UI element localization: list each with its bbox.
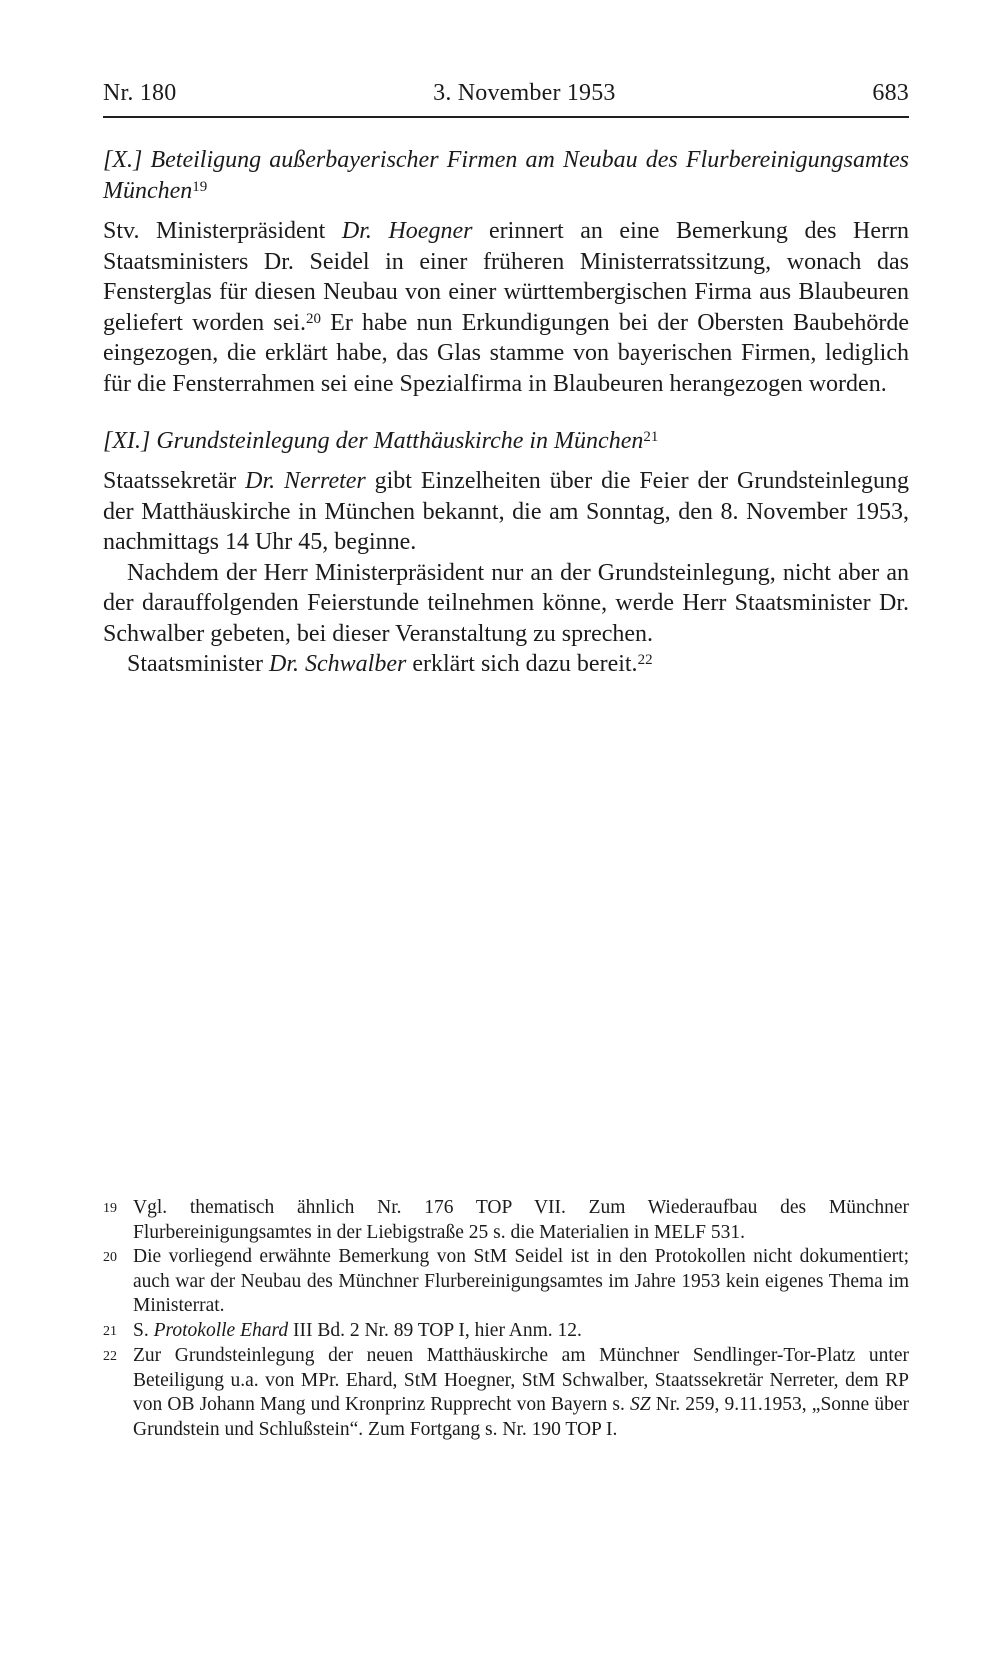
footnote-text <box>133 1196 909 1245</box>
emphasis-text: [X.] Beteiligung außerbayerischer Firmen am Neubau des Flurbereinigungsamtes München <box>103 147 909 204</box>
emphasis-text: SZ <box>630 1394 651 1415</box>
text-run: gibt Einzelheiten über die Feier der Grundsteinlegung der Matthäuskirche in München bekannt, die am Sonntag, den 8. November 1953, nachmittags 14 Uhr 45, beginne. <box>103 468 909 555</box>
footnote-ref: 19 <box>192 179 208 195</box>
footnote <box>103 1319 909 1345</box>
text-run: S. <box>133 1319 154 1341</box>
text-run: Nachdem der Herr Ministerpräsident nur an der Grundsteinlegung, nicht aber an der darauffolgenden Feierstunde teilnehmen könne, werde Herr Staatsminister Dr. Schwalber gebeten, bei dieser Veranstaltung zu sprechen. <box>103 559 909 647</box>
session-date: 3. November 1953 <box>433 80 616 106</box>
footnote-ref: 21 <box>643 429 659 445</box>
emphasis-text: Dr. Hoegner <box>341 218 473 244</box>
page-number: 683 <box>872 80 909 106</box>
text-run: Stv. Ministerpräsident <box>103 218 342 244</box>
footnote-text <box>133 1319 909 1345</box>
text-run: Staatsminister <box>127 651 269 677</box>
text-run: Staatssekretär <box>103 468 246 494</box>
text-run: Er habe nun Erkundigungen bei der Obersten Baubehörde eingezogen, die erklärt habe, das Glas stamme von bayerischen Firmen, lediglich für die Fensterrahmen sei eine Spezialfirma in Blaubeuren herangezogen worden. <box>103 309 909 397</box>
emphasis-text: [XI.] Grundsteinlegung der Matthäuskirche in München <box>103 428 644 454</box>
text-run: erklärt sich dazu bereit. <box>406 651 638 677</box>
footnote-ref: 22 <box>637 652 653 668</box>
running-header <box>103 80 909 107</box>
footnote-number: 21 <box>103 1323 117 1339</box>
section-heading <box>103 426 909 457</box>
footnotes-block <box>103 1196 909 1442</box>
footnote <box>103 1245 909 1319</box>
page-body <box>103 145 909 680</box>
paragraph <box>103 466 909 558</box>
footnote-number: 22 <box>103 1349 117 1364</box>
header-rule <box>103 116 909 118</box>
footnote-ref: 20 <box>305 310 321 327</box>
footnote <box>103 1344 909 1442</box>
footnote-text <box>133 1245 909 1319</box>
footnote-number: 19 <box>103 1201 117 1216</box>
text-run: III Bd. 2 Nr. 89 TOP I, hier Anm. 12. <box>288 1319 582 1341</box>
text-run: erinnert an eine Bemerkung des Herrn Staatsministers Dr. Seidel in einer früheren Ministerratssitzung, wonach das Fensterglas für diesen Neubau von einer württembergischen Firma aus Blaubeuren geliefert worden sei. <box>103 218 910 336</box>
emphasis-text: Dr. Schwalber <box>268 651 407 677</box>
footnote-number: 20 <box>103 1250 117 1265</box>
paragraph <box>103 649 909 680</box>
paragraph <box>103 558 909 650</box>
text-run: Nr. 259, 9.11.1953, „Sonne über Grundstein und Schlußstein“. Zum Fortgang s. Nr. 190 TOP I. <box>133 1394 909 1440</box>
footnote-text <box>133 1344 909 1442</box>
text-run: Vgl. thematisch ähnlich Nr. 176 TOP VII. Zum Wiederaufbau des Münchner Flurbereinigungsamtes in der Liebigstraße 25 s. die Materialien in MELF 531. <box>133 1197 909 1243</box>
text-run: Zur Grundsteinlegung der neuen Matthäuskirche am Münchner Sendlinger-Tor-Platz unter Beteiligung u.a. von MPr. Ehard, StM Hoegner, StM Schwalber, Staatssekretär Nerreter, dem RP von OB Johann Mang und Kronprinz Rupprecht von Bayern s. <box>133 1345 909 1415</box>
page-content <box>103 80 909 680</box>
footnote <box>103 1196 909 1245</box>
paragraph <box>103 216 909 399</box>
emphasis-text: Dr. Nerreter <box>245 468 366 494</box>
text-run: Die vorliegend erwähnte Bemerkung von StM Seidel ist in den Protokollen nicht dokumentiert; auch war der Neubau des Münchner Flurbereinigungsamtes im Jahre 1953 kein eigenes Thema im Ministerrat. <box>133 1246 909 1316</box>
document-number: Nr. 180 <box>103 80 177 106</box>
section-heading <box>103 145 909 207</box>
emphasis-text: Protokolle Ehard <box>153 1319 289 1341</box>
